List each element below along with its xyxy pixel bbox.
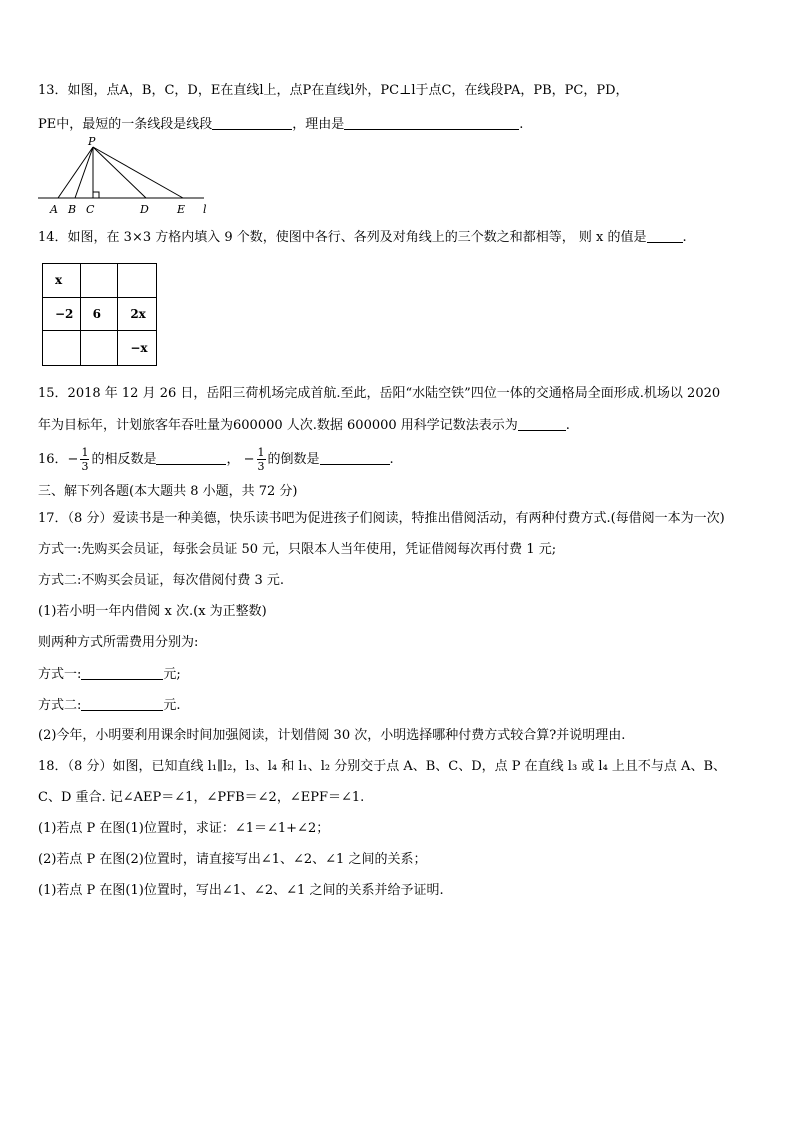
q13-blank-1[interactable]: [212, 115, 292, 130]
q13-line1: 13．如图，点A，B，C，D，E在直线l上，点P在直线l外，PC⊥l于点C，在线段PA，PB，PC，PD，: [38, 83, 629, 98]
q13-line2-a: PE中，最短的一条线段是线段: [38, 117, 213, 132]
q16-minus-2: −: [243, 452, 255, 467]
q17-line1: 17．（8 分）爱读书是一种美德，快乐读书吧为促进孩子们阅读，特推出借阅活动，有两种付费方式.(每借阅一本为一次): [38, 511, 725, 526]
q16-line: [38, 443, 394, 477]
grid-cell: [81, 331, 119, 365]
q15-line2: [38, 416, 570, 435]
q17-line5: 则两种方式所需费用分别为:: [38, 635, 199, 650]
q16-minus-1: −: [67, 452, 79, 467]
grid-cell: [81, 264, 119, 298]
q16-sep: ，: [226, 452, 240, 467]
q17-blank-method1[interactable]: [81, 665, 163, 680]
q18-line1: 18．（8 分）如图，已知直线 l₁∥l₂，l₃、l₄ 和 l₁、l₂ 分别交于点 A、B、C、D，点 P 在直线 l₃ 或 l₄ 上且不与点 A、B、: [38, 759, 726, 774]
q17-line2: 方式一:先购买会员证，每张会员证 50 元，只限本人当年使用，凭证借阅每次再付费 1 元;: [38, 542, 557, 557]
q14-text: [38, 228, 687, 247]
q13-line2: [38, 115, 523, 134]
grid-cell: [43, 331, 81, 365]
label-l: l: [203, 203, 207, 216]
q16-end: .: [389, 452, 394, 467]
q16-num: 16．: [38, 452, 68, 467]
q18-line5: (1)若点 P 在图(1)位置时，写出∠1、∠2、∠1 之间的关系并给予证明.: [38, 883, 444, 898]
grid-cell: 6: [81, 298, 119, 332]
q17-line7: [38, 696, 181, 715]
label-b: B: [68, 203, 77, 216]
q16-frac2-den: 3: [257, 460, 265, 473]
q16-fraction-2: [257, 446, 266, 473]
q17-method1-label: 方式一:: [38, 667, 82, 682]
q14-blank[interactable]: [647, 228, 683, 243]
q16-text-a: 的相反数是: [91, 452, 157, 467]
label-d: D: [140, 203, 149, 216]
section-3-heading: 三、解下列各题(本大题共 8 小题，共 72 分): [38, 484, 298, 499]
q17-method1-unit: 元;: [163, 667, 181, 682]
q16-blank-2[interactable]: [320, 450, 390, 465]
q16-blank-1[interactable]: [156, 450, 226, 465]
q17-line8: (2)今年，小明要利用课余时间加强阅读，计划借阅 30 次，小明选择哪种付费方式较合算?并说明理由.: [38, 728, 626, 743]
label-p: P: [88, 135, 96, 148]
grid-cell: −x: [130, 341, 148, 356]
q17-line6: [38, 665, 181, 684]
q13-line2-b: ，理由是: [292, 117, 345, 132]
right-angle-mark: [93, 192, 99, 198]
q16-frac1-den: 3: [81, 460, 89, 473]
q15-line2-text: 年为目标年，计划旅客年吞吐量为600000 人次.数据 600000 用科学记数法表示为: [38, 418, 518, 433]
segment-pa: [58, 147, 93, 198]
label-e: E: [177, 203, 186, 216]
q13-figure: [38, 135, 228, 220]
label-a: A: [50, 203, 58, 216]
q17-line3: 方式二:不购买会员证，每次借阅付费 3 元.: [38, 573, 285, 588]
q17-method2-label: 方式二:: [38, 698, 82, 713]
q15-end: .: [565, 418, 570, 433]
grid-cell: [118, 264, 156, 298]
q16-frac1-num: 1: [81, 446, 89, 459]
label-c: C: [86, 203, 95, 216]
q16-text-b: 的倒数是: [267, 452, 320, 467]
q18-line2: C、D 重合. 记∠AEP＝∠1，∠PFB＝∠2，∠EPF＝∠1.: [38, 790, 365, 805]
q17-line4: (1)若小明一年内借阅 x 次.(x 为正整数): [38, 604, 267, 619]
q17-blank-method2[interactable]: [81, 696, 163, 711]
q15-line1: 15．2018 年 12 月 26 日，岳阳三荷机场完成首航.至此，岳阳“水陆空铁”四位一体的交通格局全面形成.机场以 2020: [38, 386, 721, 401]
q13-line2-c: .: [519, 117, 524, 132]
q15-blank[interactable]: [518, 416, 566, 431]
q14-end: .: [682, 230, 687, 245]
q17-method2-unit: 元.: [163, 698, 181, 713]
magic-square-grid: [42, 263, 157, 366]
grid-cell: x: [43, 264, 81, 298]
q14-question: 14．如图，在 3×3 方格内填入 9 个数，使图中各行、各列及对角线上的三个数之和都相等， 则 x 的值是: [38, 230, 647, 245]
segment-pb: [75, 147, 93, 198]
q18-line4: (2)若点 P 在图(2)位置时，请直接写出∠1、∠2、∠1 之间的关系；: [38, 852, 427, 867]
q13-blank-2[interactable]: [344, 115, 519, 130]
grid-cell: 2x: [118, 298, 156, 332]
grid-cell: −2: [43, 298, 81, 332]
q16-frac2-num: 1: [257, 446, 265, 459]
q16-fraction-1: [80, 446, 89, 473]
q18-line3: (1)若点 P 在图(1)位置时，求证：∠1＝∠1+∠2；: [38, 821, 330, 836]
